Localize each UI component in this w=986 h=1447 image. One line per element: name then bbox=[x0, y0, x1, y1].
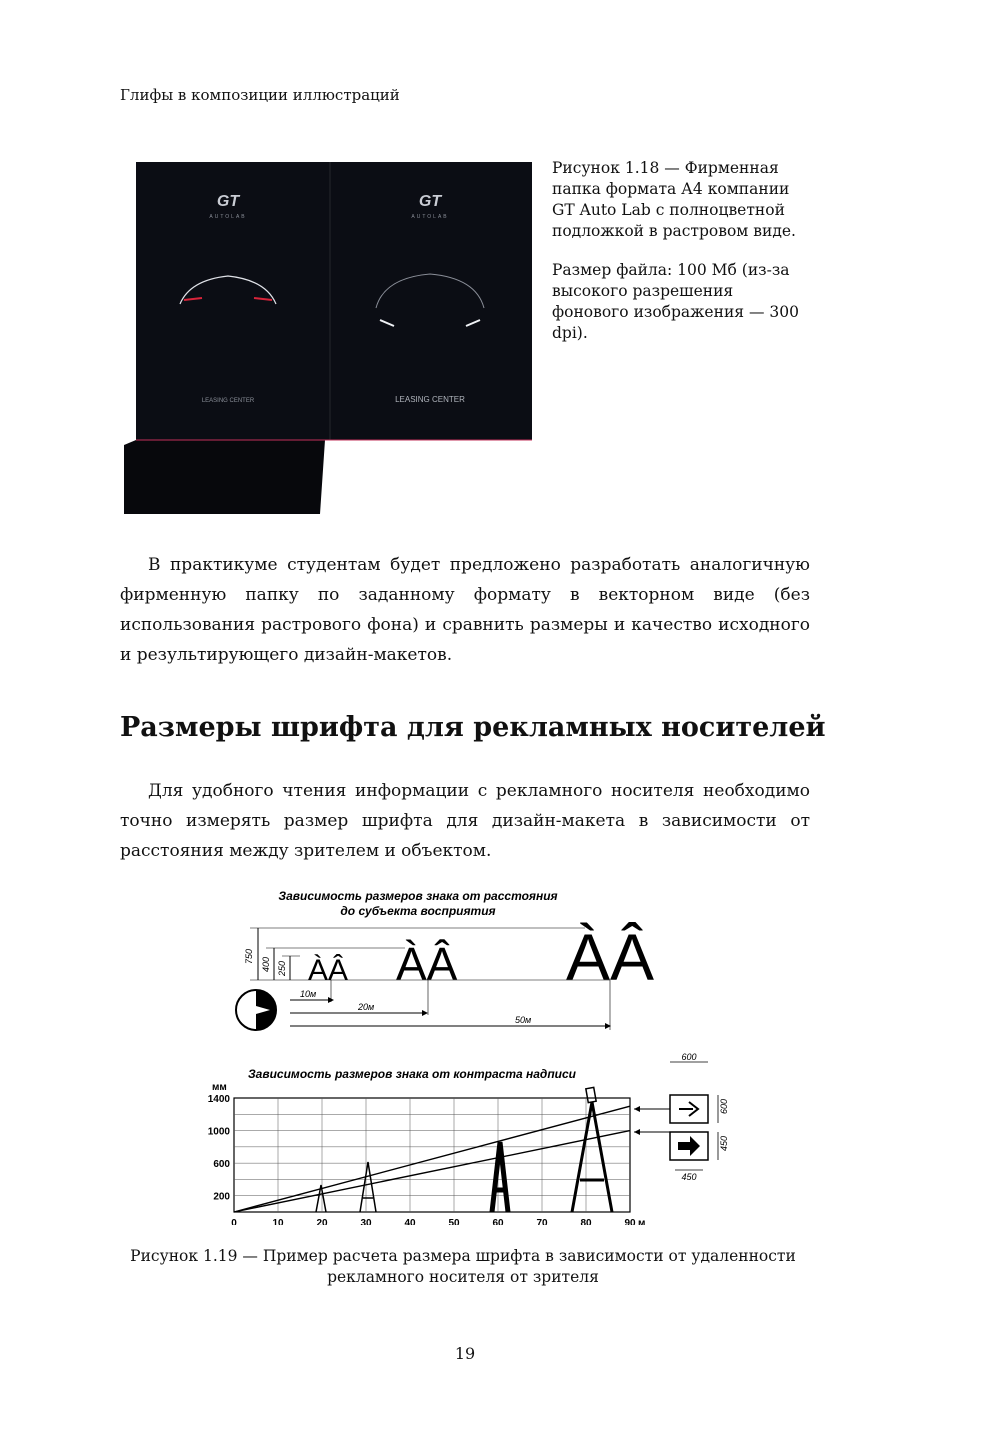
height-750: 750 bbox=[244, 948, 254, 964]
caption-line-1: Рисунок 1.18 — Фирменная папка формата А4 компании GT Auto Lab с полноцветной подложкой в растровом виде. bbox=[552, 159, 796, 240]
x-tick-label: 10 bbox=[272, 1218, 284, 1225]
y-tick-label: 1400 bbox=[207, 1094, 230, 1105]
y-tick-label: 1000 bbox=[207, 1126, 230, 1138]
glyph-sample-medium: ÀÂ bbox=[396, 938, 458, 990]
figure-1-19-caption: Рисунок 1.19 — Пример расчета размера шрифта в зависимости от удаленности рекламного носителя от зрителя bbox=[130, 1247, 796, 1286]
running-header: Глифы в композиции иллюстраций bbox=[120, 86, 400, 104]
chart-title: Зависимость размеров знака от контраста надписи bbox=[247, 1067, 577, 1081]
folder-mockup-image bbox=[120, 162, 538, 517]
chart-frame bbox=[234, 1098, 630, 1212]
x-tick-label: 60 bbox=[492, 1218, 504, 1225]
section-heading: Размеры шрифта для рекламных носителей bbox=[120, 712, 826, 743]
body-paragraph-1: В практикуме студентам будет предложено разработать аналогичную фирменную папку по заданному формату в векторном виде (без использования растрового фона) и сравнить размеры и качество исходного и результирующего дизайн-макетов. bbox=[120, 555, 810, 665]
x-tick-label: 30 bbox=[360, 1218, 372, 1225]
page-number: 19 bbox=[454, 1344, 476, 1363]
sign-dim-4: 450 bbox=[681, 1172, 697, 1182]
x-tick-label: 90 bbox=[624, 1218, 636, 1225]
brand-sub-left: AUTOLAB bbox=[209, 214, 247, 220]
top-title-1: Зависимость размеров знака от расстояния bbox=[278, 889, 558, 903]
chart-ylabel: мм bbox=[212, 1082, 227, 1093]
series-line-2 bbox=[234, 1131, 630, 1212]
x-tick-label: 70 bbox=[536, 1218, 548, 1225]
sign-dim-3: 450 bbox=[719, 1135, 729, 1151]
series-line-1 bbox=[234, 1106, 630, 1212]
x-tick-label: 20 bbox=[316, 1218, 328, 1225]
brand-sub-right: AUTOLAB bbox=[411, 214, 449, 220]
caption-line-2: Размер файла: 100 Мб (из-за высокого разрешения фонового изображения — 300 dpi). bbox=[552, 261, 799, 342]
leasing-label-right: LEASING CENTER bbox=[395, 395, 465, 404]
chart-xlabel: м bbox=[638, 1218, 646, 1225]
chart-lines bbox=[234, 1106, 630, 1212]
x-tick-label: 0 bbox=[231, 1218, 237, 1225]
x-tick-label: 80 bbox=[580, 1218, 592, 1225]
y-tick-label: 600 bbox=[213, 1159, 230, 1171]
body-paragraph-2: Для удобного чтения информации с рекламного носителя необходимо точно измерять размер шрифта для дизайн-макета в зависимости от расстояния между зрителем и объектом. bbox=[120, 781, 810, 861]
sign-dim-2: 600 bbox=[719, 1098, 729, 1114]
y-tick-label: 200 bbox=[213, 1191, 230, 1203]
x-tick-label: 40 bbox=[404, 1218, 416, 1225]
chart-grid bbox=[234, 1098, 630, 1212]
font-size-diagram bbox=[190, 880, 750, 1225]
x-tick-label: 50 bbox=[448, 1218, 460, 1225]
height-400: 400 bbox=[261, 956, 271, 972]
height-250: 250 bbox=[277, 960, 287, 976]
distance-50: 50м bbox=[515, 1015, 532, 1025]
top-title-2: до субъекта восприятия bbox=[340, 904, 496, 918]
distance-20: 20м bbox=[358, 1002, 375, 1012]
letter-a-figures bbox=[316, 1087, 612, 1212]
distance-10: 10м bbox=[300, 989, 317, 999]
brand-logo-right: GT bbox=[418, 193, 442, 210]
leasing-label-left: LEASING CENTER bbox=[201, 398, 255, 404]
glyph-sample-small: ÀÂ bbox=[308, 954, 349, 987]
sign-dim-1: 600 bbox=[681, 1052, 697, 1062]
brand-logo-left: GT bbox=[216, 193, 240, 210]
glyph-sample-large: ÀÂ bbox=[566, 920, 655, 994]
figure-1-18-caption bbox=[552, 158, 812, 362]
